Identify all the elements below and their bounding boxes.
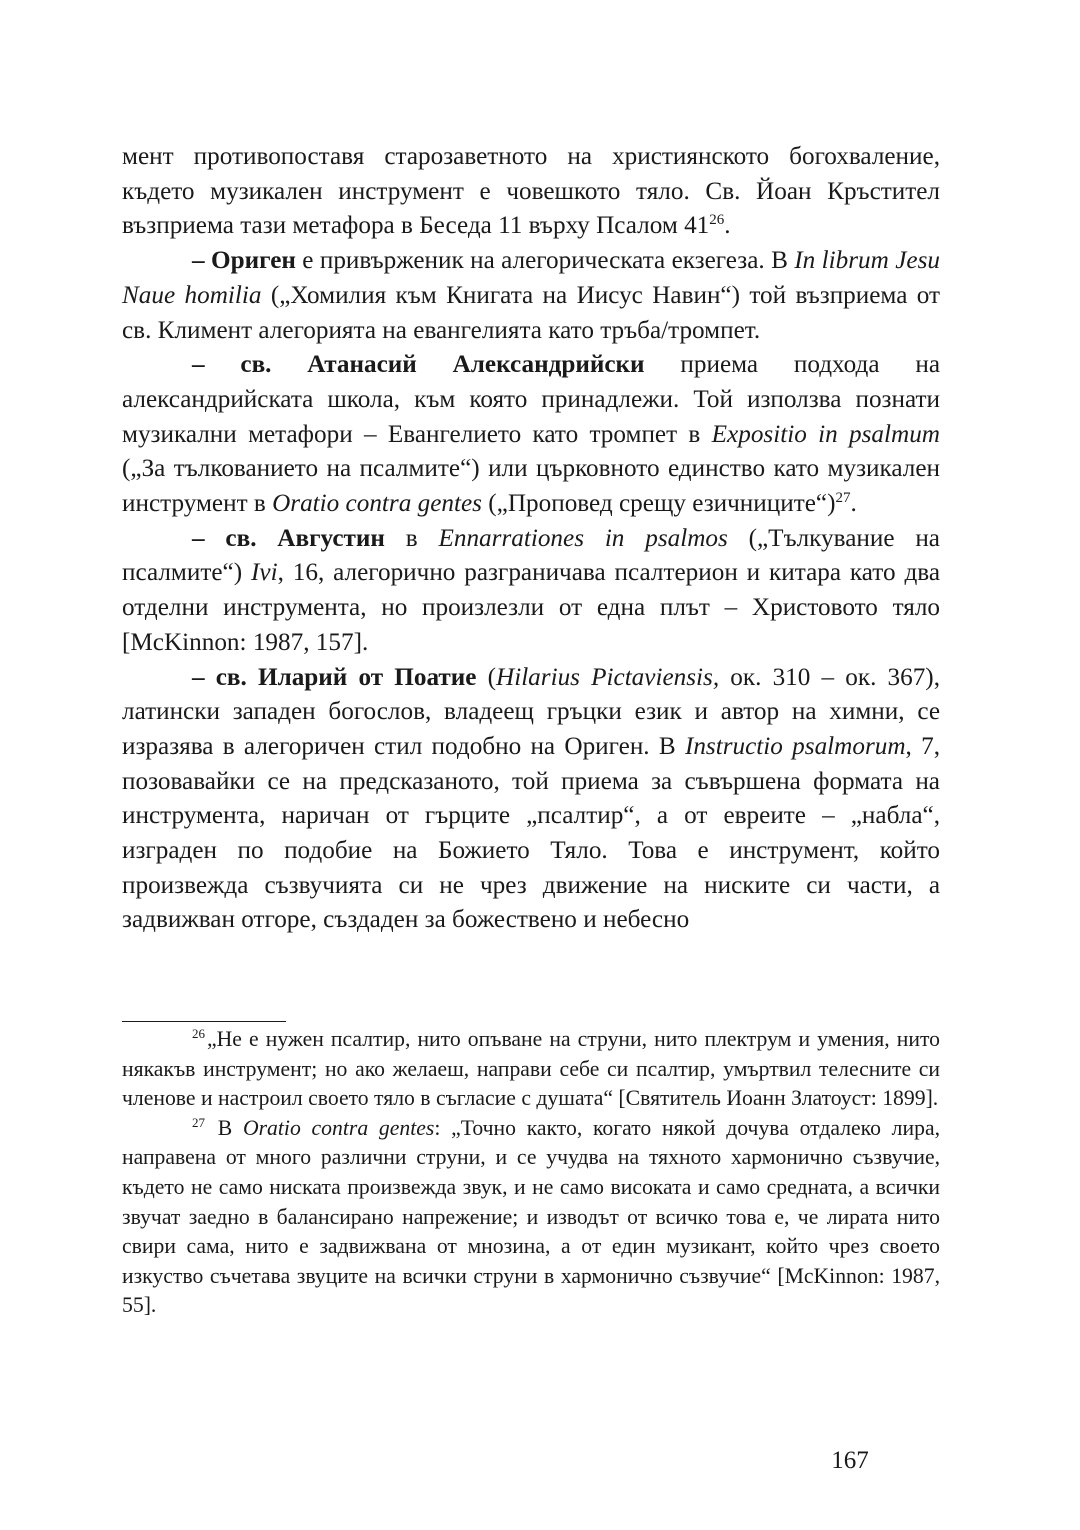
footnote-text: : „Точно както, когато някой дочува отдалеко лира, направена от много различни струни, и се учудва на тяхното хармонично съзвучие, където не само ниската произвежда звук, и не само високата и само средната, а всички звучат заедно в балансирано напрежение; и изводът от всичко това е, че лирата нито свири сама, нито е задвижвана от мнозина, а от един музикант, който чрез своето изкуство съчетава звуците на всички струни в хармонично съзвучие“ [McKinnon: 1987, 55]. bbox=[122, 1115, 940, 1318]
footnote-number: 26 bbox=[192, 1026, 205, 1041]
main-text bbox=[122, 140, 940, 938]
paragraph-augustine bbox=[122, 522, 940, 661]
paragraph-text: в bbox=[384, 524, 439, 552]
title-latin: Oratio contra gentes bbox=[242, 1115, 435, 1140]
paragraph-hilary bbox=[122, 661, 940, 939]
footnote-ref-27[interactable]: 27 bbox=[835, 490, 851, 507]
footnote-27 bbox=[122, 1114, 940, 1321]
paragraph-text: („Хомилия към Книгата на Иисус Навин“) той възприема от св. Климент алегорията на евангелията като тръба/тромпет. bbox=[122, 281, 940, 344]
title-latin: Oratio contra gentes bbox=[272, 490, 482, 518]
paragraph-text: приема подхода на александрийската школа, към която принадлежи. Той използва познати музикални метафори – Евангелието като тромпет в bbox=[122, 351, 940, 448]
paragraph-end: . bbox=[850, 490, 857, 518]
paragraph-1 bbox=[122, 140, 940, 244]
paragraph-end: . bbox=[724, 212, 731, 240]
heading-hilary: – св. Иларий от Поатие bbox=[192, 663, 477, 691]
paragraph-text: , 16, алегорично разграничава псалтерион и китара като два отделни инструмента, но произлезли от една плът – Христовото тяло [McKinnon: 1987, 157]. bbox=[122, 559, 940, 656]
title-latin: In librum Jesu Naue homilia bbox=[122, 247, 940, 309]
paragraph-text: („Тълкувание на псалмите“) bbox=[122, 524, 940, 587]
paragraph-text: мент противопоставя старозаветното на християнското богохваление, където музикален инструмент е човешкото тяло. Св. Йоан Кръстител възприема тази метафора в Беседа 11 върху Псалом 41 bbox=[122, 143, 940, 240]
paragraph-text: ок. 310 – ок. 367), латински западен богослов, владеещ гръцки език и автор на химни, се изразява в алегоричен стил подобно на Ориген. В bbox=[122, 663, 940, 760]
heading-origen: – Ориген bbox=[192, 247, 296, 275]
footnotes bbox=[122, 1025, 940, 1321]
footnote-26 bbox=[122, 1025, 940, 1114]
heading-athanasius: – св. Атанасий Александрийски bbox=[192, 351, 645, 379]
footnote-ref-26[interactable]: 26 bbox=[709, 212, 725, 229]
footnote-text: „Не е нужен псалтир, нито опъване на струни, нито плектрум и умения, нито някакъв инструмент; но ако желаеш, направи себе си псалтир, умъртвил телесните си членове и настроил своето тяло в съгласие с душата“ [Святитель Иоанн Златоуст: 1899]. bbox=[122, 1027, 940, 1111]
footnote-separator bbox=[122, 1021, 286, 1022]
name-latin: Hilarius Pictaviensis, bbox=[496, 663, 720, 691]
paragraph-text: („За тълкованието на псалмите“) или църковното единство като музикален инструмент в bbox=[122, 455, 940, 518]
page-number: 167 bbox=[831, 1447, 869, 1474]
title-latin: Instructio psalmorum bbox=[684, 732, 906, 760]
paragraph-text: е привърженик на алегорическата екзегеза. В bbox=[295, 247, 795, 275]
heading-augustine: – св. Августин bbox=[192, 524, 385, 552]
paragraph-text: , 7, позовавайки се на предсказаното, той приема за съвършена формата на инструмента, наричан от гърците „псалтир“, а от евреите – „набла“, изграден по подобие на Божието Тяло. Това е инструмент, който произвежда съзвучията си не чрез движение на ниските си части, а задвижван отгоре, създаден за божествено и небесно bbox=[122, 732, 940, 934]
paragraph-origen bbox=[122, 244, 940, 348]
title-latin: Expositio in psalmum bbox=[711, 420, 940, 448]
footnote-number: 27 bbox=[192, 1114, 205, 1130]
title-latin: Ennarrationes in psalmos bbox=[438, 524, 728, 552]
title-latin: Ivi bbox=[251, 559, 278, 587]
footnote-text: В bbox=[207, 1115, 243, 1140]
paragraph-athanasius bbox=[122, 348, 940, 522]
paragraph-text: („Проповед срещу езичниците“) bbox=[481, 490, 836, 518]
paragraph-text: ( bbox=[476, 663, 496, 691]
